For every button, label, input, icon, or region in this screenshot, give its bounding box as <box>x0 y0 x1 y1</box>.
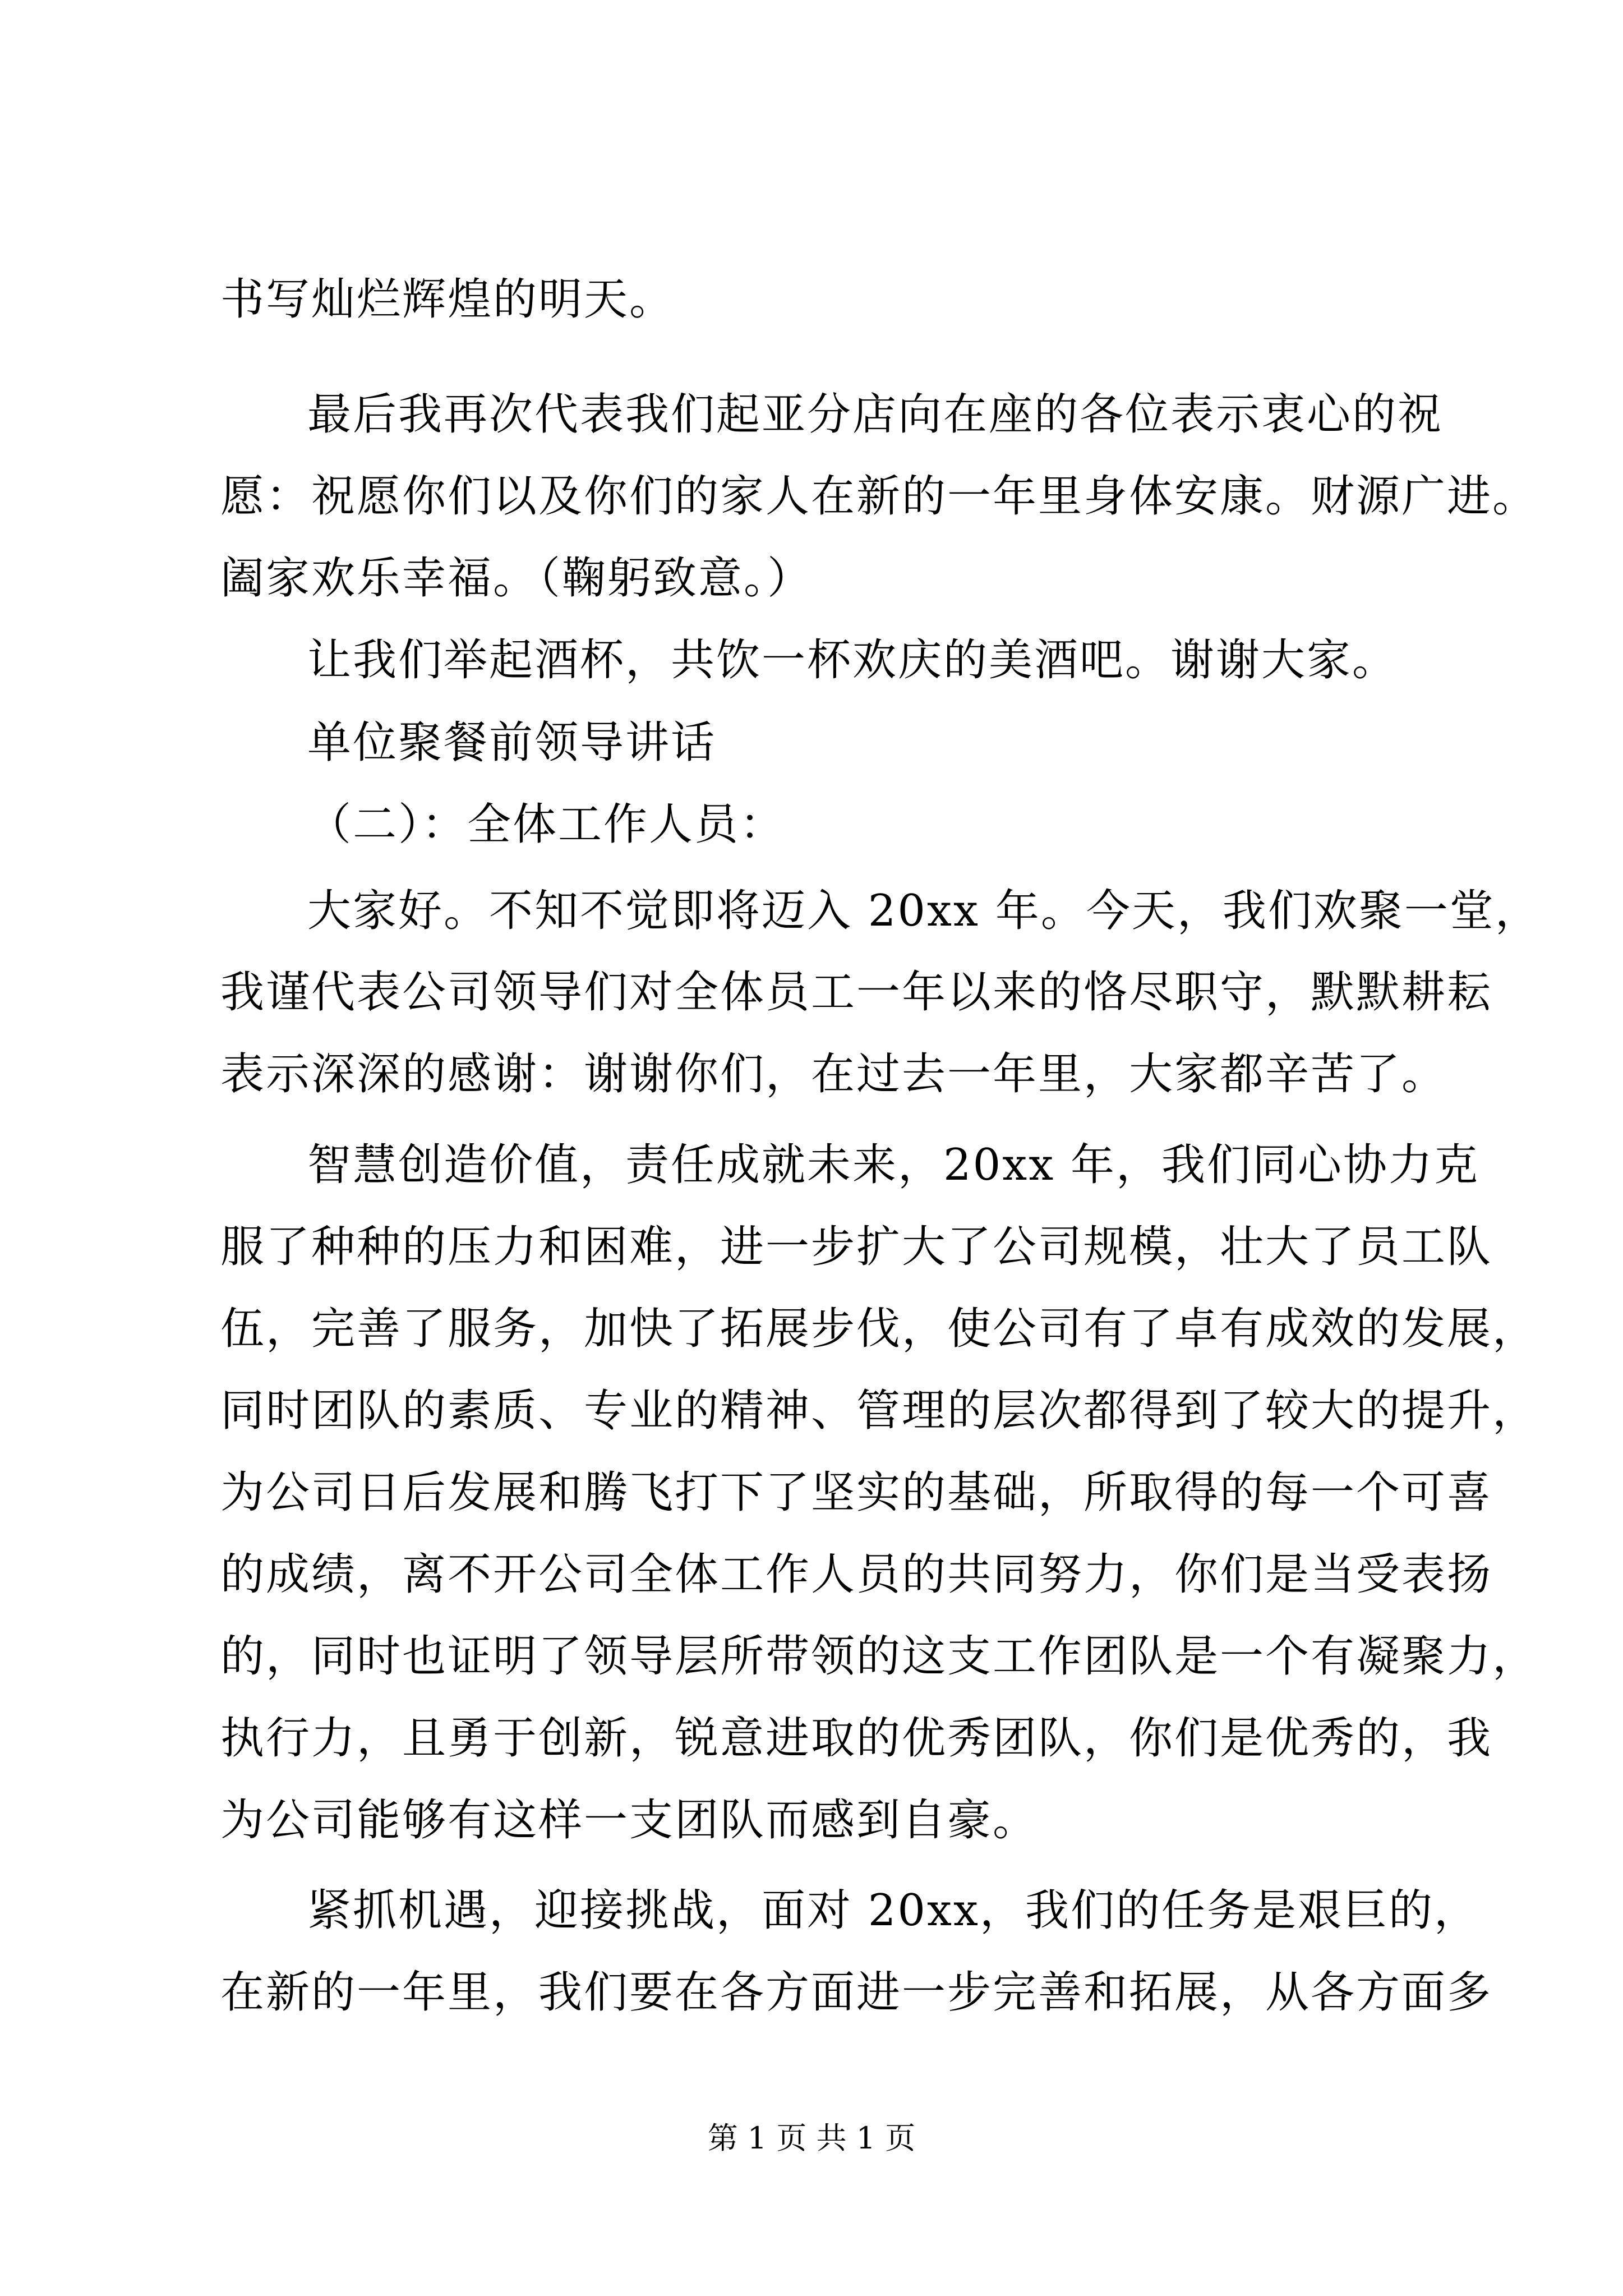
text-line: 的，同时也证明了领导层所带领的这支工作团队是一个有凝聚力， <box>220 1631 1538 1682</box>
text-line: 书写灿烂辉煌的明天。 <box>220 274 675 325</box>
text-line: 让我们举起酒杯，共饮一杯欢庆的美酒吧。谢谢大家。 <box>307 635 1398 685</box>
text-line: 伍，完善了服务，加快了拓展步伐，使公司有了卓有成效的发展， <box>220 1304 1538 1354</box>
salutation-line: （二）：全体工作人员： <box>307 799 786 850</box>
text-line: 执行力，且勇于创新，锐意进取的优秀团队，你们是优秀的，我 <box>220 1713 1493 1764</box>
text-line: 表示深深的感谢：谢谢你们，在过去一年里，大家都辛苦了。 <box>220 1049 1447 1099</box>
text-line: 服了种种的压力和困难，进一步扩大了公司规模，壮大了员工队 <box>220 1222 1493 1272</box>
text-line: 紧抓机遇，迎接挑战，面对 20xx，我们的任务是艰巨的， <box>307 1885 1480 1936</box>
text-line: 为公司日后发展和腾飞打下了坚实的基础，所取得的每一个可喜 <box>220 1467 1493 1518</box>
text-line: 大家好。不知不觉即将迈入 20xx 年。今天，我们欢聚一堂， <box>307 886 1541 936</box>
section-heading: 单位聚餐前领导讲话 <box>307 717 717 768</box>
text-line: 愿：祝愿你们以及你们的家人在新的一年里身体安康。财源广进。 <box>220 471 1538 522</box>
text-line: 最后我再次代表我们起亚分店向在座的各位表示衷心的祝 <box>307 389 1444 440</box>
page-footer: 第 1 页 共 1 页 <box>707 2120 916 2156</box>
text-line: 我谨代表公司领导们对全体员工一年以来的恪尽职守，默默耕耘 <box>220 967 1493 1018</box>
text-line: 的成绩，离不开公司全体工作人员的共同努力，你们是当受表扬 <box>220 1549 1493 1600</box>
text-line: 在新的一年里，我们要在各方面进一步完善和拓展，从各方面多 <box>220 1967 1493 2018</box>
text-line: 阖家欢乐幸福。（鞠躬致意。） <box>220 553 813 604</box>
text-line: 智慧创造价值，责任成就未来，20xx 年，我们同心协力克 <box>307 1140 1480 1190</box>
text-line: 同时团队的素质、专业的精神、管理的层次都得到了较大的提升， <box>220 1386 1538 1436</box>
text-line: 为公司能够有这样一支团队而感到自豪。 <box>220 1795 1039 1846</box>
